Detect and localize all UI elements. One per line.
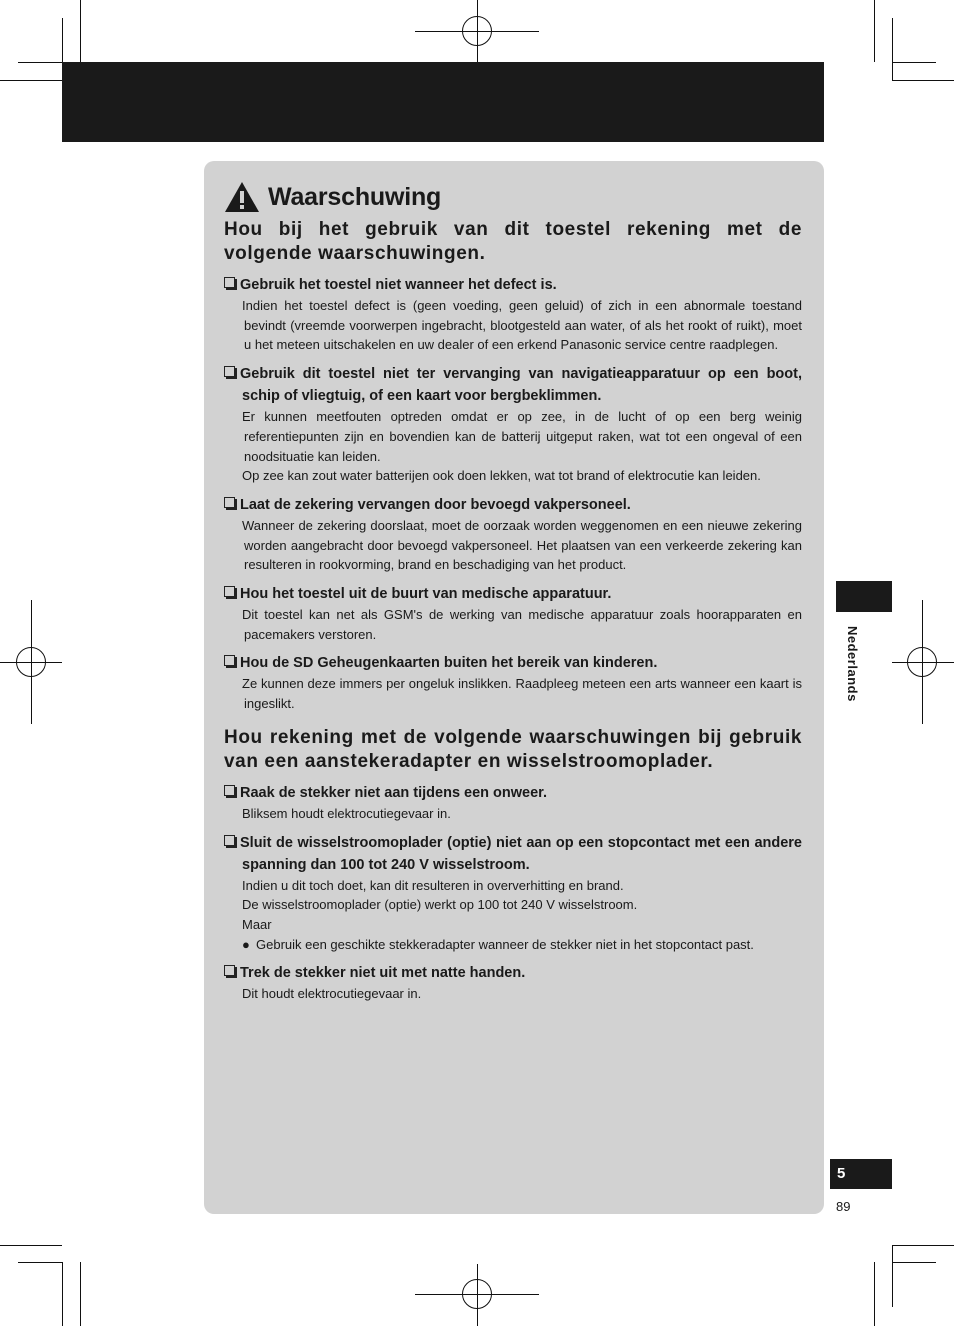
- body-paragraph: Ze kunnen deze immers per ongeluk inslikken. Raadpleeg meteen een arts wanneer een kaart is ingeslikt.: [242, 676, 802, 712]
- checkbox-square-icon: [224, 277, 235, 288]
- body-paragraph: Wanneer de zekering doorslaat, moet de oorzaak worden weggenomen en een nieuwe zekering worden aangebracht door bevoegd vakpersoneel. Het plaatsen van een verkeerde zekering kan resulteren in rookvorming, brand en beschadiging van het product.: [242, 517, 802, 573]
- checkbox-square-icon: [224, 655, 235, 666]
- header-bar: [62, 62, 824, 142]
- section-title: Waarschuwing: [268, 182, 442, 211]
- warning-item-title: [224, 652, 802, 674]
- warning-item-title-text: Sluit de wisselstroomoplader (optie) niet aan op een stopcontact met een andere spanning dan 100 tot 240 V wisselstroom.: [240, 834, 802, 873]
- warning-item-title-text: Laat de zekering vervangen door bevoegd vakpersoneel.: [240, 496, 631, 513]
- warning-list-1: [224, 274, 802, 714]
- warning-item-title: [224, 494, 802, 516]
- warning-item-title-text: Gebruik het toestel niet wanneer het defect is.: [240, 277, 557, 293]
- warning-item-title-text: Hou het toestel uit de buurt van medische apparatuur.: [240, 586, 612, 603]
- body-paragraph: Indien het toestel defect is (geen voeding, geen geluid) of zich in een abnormale toestand bevindt (vreemde voorwerpen ingebracht, blootgesteld aan water, of als het rookt of ruikt), moet u het meteen uitschakelen en uw dealer of een erkend Panasonic service centre raadplegen.: [242, 298, 802, 353]
- checkbox-square-icon: [224, 965, 235, 976]
- warning-item: [224, 494, 802, 575]
- checkbox-square-icon: [224, 497, 235, 508]
- section-heading-1: Hou bij het gebruik van dit toestel rekening met de volgende waarschuwingen.: [224, 219, 802, 264]
- section-heading-2: Hou rekening met de volgende waarschuwingen bij gebruik van een aanstekeradapter en wisselstroomoplader.: [224, 726, 802, 772]
- warning-item-title-text: Raak de stekker niet aan tijdens een onweer.: [240, 784, 548, 801]
- warning-item-body: [224, 407, 802, 486]
- chapter-number: 5: [830, 1159, 892, 1189]
- warning-item: [224, 274, 802, 355]
- warning-item-title: [224, 274, 802, 296]
- checkbox-square-icon: [224, 835, 235, 846]
- warning-item-title: [224, 832, 802, 876]
- body-paragraph: De wisselstroomoplader (optie) werkt op 100 tot 240 V wisselstroom.: [242, 897, 638, 913]
- warning-item-body: [224, 516, 802, 575]
- warning-item-title: [224, 583, 802, 605]
- warning-title: [224, 178, 441, 216]
- warning-item: [224, 652, 802, 713]
- language-label: Nederlands: [845, 626, 860, 702]
- warning-item: [224, 962, 802, 1004]
- page-number: 89: [836, 1199, 851, 1214]
- checkbox-square-icon: [224, 586, 235, 597]
- warning-item-body: [224, 296, 802, 355]
- body-paragraph: Maar: [242, 916, 272, 932]
- body-paragraph: Dit toestel kan net als GSM's de werking van medische apparatuur zoals hoorapparaten en pacemakers verstoren.: [242, 607, 802, 642]
- checkbox-square-icon: [224, 785, 235, 796]
- bullet-item: [244, 935, 802, 955]
- body-paragraph: Er kunnen meetfouten optreden omdat er op zee, in de lucht of op een berg weinig referentiepunten zijn en bovendien kan de batterij uitgeput raken, wat tot een ongeval of een noodsituatie kan leiden.: [242, 409, 802, 464]
- warning-content: [224, 218, 802, 1004]
- warning-item-body: [224, 804, 802, 824]
- warning-item-body: [224, 674, 802, 713]
- warning-item: [224, 363, 802, 486]
- checkbox-square-icon: [224, 366, 235, 377]
- warning-list-2: [224, 782, 802, 1004]
- warning-item-title-text: Hou de SD Geheugenkaarten buiten het bereik van kinderen.: [240, 655, 658, 672]
- body-paragraph: Indien u dit toch doet, kan dit resulteren in oververhitting en brand.: [242, 877, 624, 893]
- warning-triangle-icon: [224, 181, 260, 213]
- warning-item-body: [224, 605, 802, 644]
- bullet-dot-icon: ●: [242, 936, 250, 952]
- body-paragraph: Dit houdt elektrocutiegevaar in.: [242, 986, 422, 1002]
- warning-item: [224, 832, 802, 955]
- warning-item-title: [224, 962, 802, 984]
- warning-item: [224, 583, 802, 644]
- warning-item-title-text: Gebruik dit toestel niet ter vervanging van navigatieapparatuur op een boot, schip of vliegtuig, of een kaart voor bergbeklimmen.: [240, 366, 802, 405]
- body-paragraph: Bliksem houdt elektrocutiegevaar in.: [242, 805, 451, 821]
- warning-item-title: [224, 782, 802, 804]
- bullet-text: Gebruik een geschikte stekkeradapter wanneer de stekker niet in het stopcontact past.: [256, 936, 754, 952]
- body-paragraph: Op zee kan zout water batterijen ook doen lekken, wat tot brand of elektrocutie kan leiden.: [242, 468, 761, 484]
- warning-item-body: [224, 876, 802, 955]
- warning-item-title: [224, 363, 802, 407]
- language-tab: [836, 581, 892, 612]
- warning-item-body: [224, 984, 802, 1004]
- warning-item: [224, 782, 802, 824]
- warning-item-title-text: Trek de stekker niet uit met natte handen.: [240, 965, 526, 982]
